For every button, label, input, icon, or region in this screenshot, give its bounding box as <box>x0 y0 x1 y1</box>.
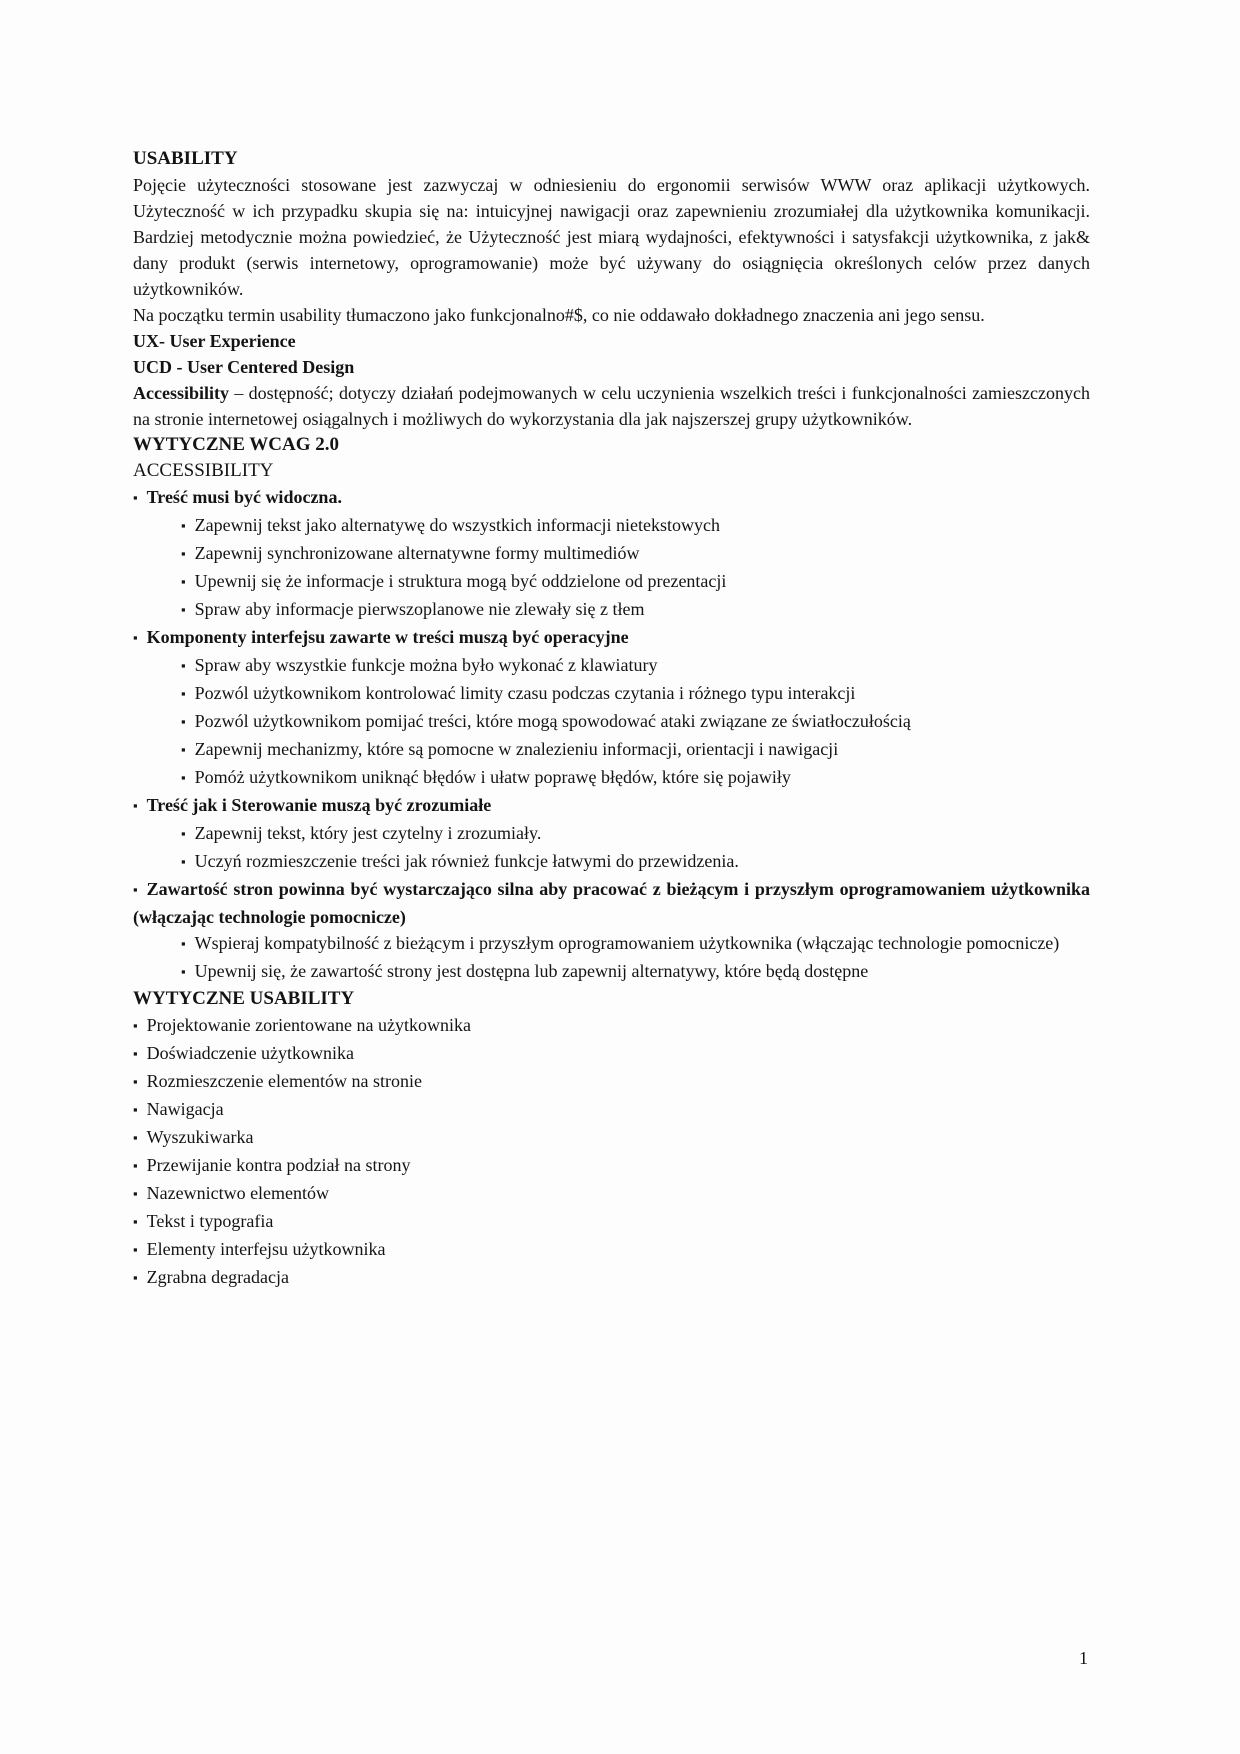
bullet-icon: ▪ <box>133 1102 138 1117</box>
bullet-icon: ▪ <box>181 826 186 841</box>
ux-definition-line: UX- User Experience <box>133 331 296 351</box>
usability-heading: WYTYCZNE USABILITY <box>133 988 355 1009</box>
bullet-icon: ▪ <box>133 1046 138 1061</box>
usability-list-item <box>133 1236 1090 1264</box>
bullet-icon: ▪ <box>181 546 186 561</box>
bullet-icon: ▪ <box>181 602 186 617</box>
accessibility-paragraph <box>133 380 1090 432</box>
list-item-text: Tekst i typografia <box>146 1211 274 1231</box>
usability-list-item <box>133 1012 1090 1040</box>
bullet-icon: ▪ <box>181 658 186 673</box>
bullet-icon: ▪ <box>181 714 186 729</box>
wcag-list-item <box>133 568 1090 596</box>
bullet-icon: ▪ <box>181 742 186 757</box>
usability-list-item <box>133 1152 1090 1180</box>
list-item-text: Komponenty interfejsu zawarte w treści muszą być operacyjne <box>146 627 629 647</box>
bullet-icon: ▪ <box>133 1214 138 1229</box>
list-item-text: Treść musi być widoczna. <box>146 487 342 507</box>
wcag-list-item <box>133 708 1090 736</box>
wcag-list-item <box>133 596 1090 624</box>
bullet-icon: ▪ <box>133 490 138 505</box>
list-item-text: Zapewnij tekst jako alternatywę do wszystkich informacji nietekstowych <box>194 515 720 535</box>
bullet-icon: ▪ <box>133 1186 138 1201</box>
bullet-icon: ▪ <box>133 1130 138 1145</box>
bullet-icon: ▪ <box>133 1158 138 1173</box>
bullet-icon: ▪ <box>181 686 186 701</box>
intro-paragraph: Pojęcie użyteczności stosowane jest zazwyczaj w odniesieniu do ergonomii serwisów WWW oraz aplikacji użytkowych. Użyteczność w ich przypadku skupia się na: intuicyjnej nawigacji oraz zapewnieniu zrozumiałej dla użytkownika komunikacji. Bardziej metodycznie można powiedzieć, że Użyteczność jest miarą wydajności, efektywności i satysfakcji użytkownika, z jak& dany produkt (serwis internetowy, oprogramowanie) może być używany do osiągnięcia określonych celów przez danych użytkowników. <box>133 175 1090 299</box>
wcag-list-item <box>133 540 1090 568</box>
list-item-text: Pozwól użytkownikom kontrolować limity czasu podczas czytania i różnego typu interakcji <box>194 683 856 703</box>
list-item-text: Uczyń rozmieszczenie treści jak również funkcje łatwymi do przewidzenia. <box>194 851 739 871</box>
bullet-icon: ▪ <box>181 854 186 869</box>
list-item-text: Pomóż użytkownikom uniknąć błędów i ułatw poprawę błędów, które się pojawiły <box>194 767 791 787</box>
list-item-text: Nazewnictwo elementów <box>146 1183 330 1203</box>
list-item-text: Spraw aby wszystkie funkcje można było wykonać z klawiatury <box>194 655 658 675</box>
bullet-icon: ▪ <box>133 1074 138 1089</box>
list-item-text: Zapewnij mechanizmy, które są pomocne w znalezieniu informacji, orientacji i nawigacji <box>194 739 839 759</box>
bullet-icon: ▪ <box>133 1242 138 1257</box>
usability-list-item <box>133 1068 1090 1096</box>
bullet-icon: ▪ <box>181 518 186 533</box>
wcag-list-item <box>133 484 1090 512</box>
accessibility-subheading: ACCESSIBILITY <box>133 460 274 481</box>
wcag-list-item <box>133 680 1090 708</box>
wcag-list-item <box>133 876 1090 930</box>
wcag-list-item <box>133 624 1090 652</box>
bullet-icon: ▪ <box>133 1018 138 1033</box>
list-item-text: Zgrabna degradacja <box>146 1267 290 1287</box>
list-item-text: Zawartość stron powinna być wystarczająco silna aby pracować z bieżącym i przyszłym oprogramowaniem użytkownika (włączając technologie pomocnicze) <box>133 879 1090 927</box>
bullet-icon: ▪ <box>181 574 186 589</box>
list-item-text: Treść jak i Sterowanie muszą być zrozumiałe <box>146 795 492 815</box>
wcag-heading: WYTYCZNE WCAG 2.0 <box>133 434 340 455</box>
list-item-text: Upewnij się że informacje i struktura mogą być oddzielone od prezentacji <box>194 571 727 591</box>
wcag-list-item <box>133 736 1090 764</box>
usability-note-paragraph: Na początku termin usability tłumaczono jako funkcjonalno#$, co nie oddawało dokładnego znaczenia ani jego sensu. <box>133 305 985 325</box>
accessibility-definition: – dostępność; dotyczy działań podejmowanych w celu uczynienia wszelkich treści i funkcjonalności zamieszczonych na stronie internetowej osiągalnych i możliwych do wykorzystania dla jak najszerszej grupy użytkowników. <box>133 383 1090 429</box>
list-item-text: Pozwól użytkownikom pomijać treści, które mogą spowodować ataki związane ze światłoczułością <box>194 711 911 731</box>
usability-list-item <box>133 1264 1090 1292</box>
list-item-text: Elementy interfejsu użytkownika <box>146 1239 386 1259</box>
usability-list-item <box>133 1096 1090 1124</box>
wcag-list-item <box>133 652 1090 680</box>
ucd-definition-line: UCD - User Centered Design <box>133 357 355 377</box>
usability-list-item <box>133 1124 1090 1152</box>
wcag-list-item <box>133 512 1090 540</box>
bullet-icon: ▪ <box>133 630 138 645</box>
accessibility-term: Accessibility <box>133 383 229 403</box>
list-item-text: Projektowanie zorientowane na użytkownika <box>146 1015 472 1035</box>
list-item-text: Przewijanie kontra podział na strony <box>146 1155 411 1175</box>
bullet-icon: ▪ <box>181 770 186 785</box>
wcag-list-item <box>133 820 1090 848</box>
doc-title: USABILITY <box>133 148 238 169</box>
page-number: 1 <box>1079 1648 1088 1668</box>
bullet-icon: ▪ <box>133 798 138 813</box>
list-item-text: Upewnij się, że zawartość strony jest dostępna lub zapewnij alternatywy, które będą dostępne <box>194 961 869 981</box>
wcag-list-item <box>133 792 1090 820</box>
wcag-list-item <box>133 848 1090 876</box>
wcag-list-item <box>133 764 1090 792</box>
usability-list-item <box>133 1040 1090 1068</box>
wcag-list-item <box>133 958 1090 986</box>
bullet-icon: ▪ <box>133 882 138 897</box>
list-item-text: Nawigacja <box>146 1099 224 1119</box>
list-item-text: Zapewnij tekst, który jest czytelny i zrozumiały. <box>194 823 542 843</box>
bullet-icon: ▪ <box>133 1270 138 1285</box>
list-item-text: Wspieraj kompatybilność z bieżącym i przyszłym oprogramowaniem użytkownika (włączając technologie pomocnicze) <box>194 933 1060 953</box>
bullet-icon: ▪ <box>181 964 186 979</box>
usability-list-item <box>133 1208 1090 1236</box>
bullet-icon: ▪ <box>181 936 186 951</box>
list-item-text: Doświadczenie użytkownika <box>146 1043 355 1063</box>
list-item-text: Rozmieszczenie elementów na stronie <box>146 1071 422 1091</box>
list-item-text: Wyszukiwarka <box>146 1127 254 1147</box>
list-item-text: Spraw aby informacje pierwszoplanowe nie zlewały się z tłem <box>194 599 645 619</box>
usability-list-item <box>133 1180 1090 1208</box>
list-item-text: Zapewnij synchronizowane alternatywne formy multimediów <box>194 543 640 563</box>
wcag-list-item <box>133 930 1090 958</box>
